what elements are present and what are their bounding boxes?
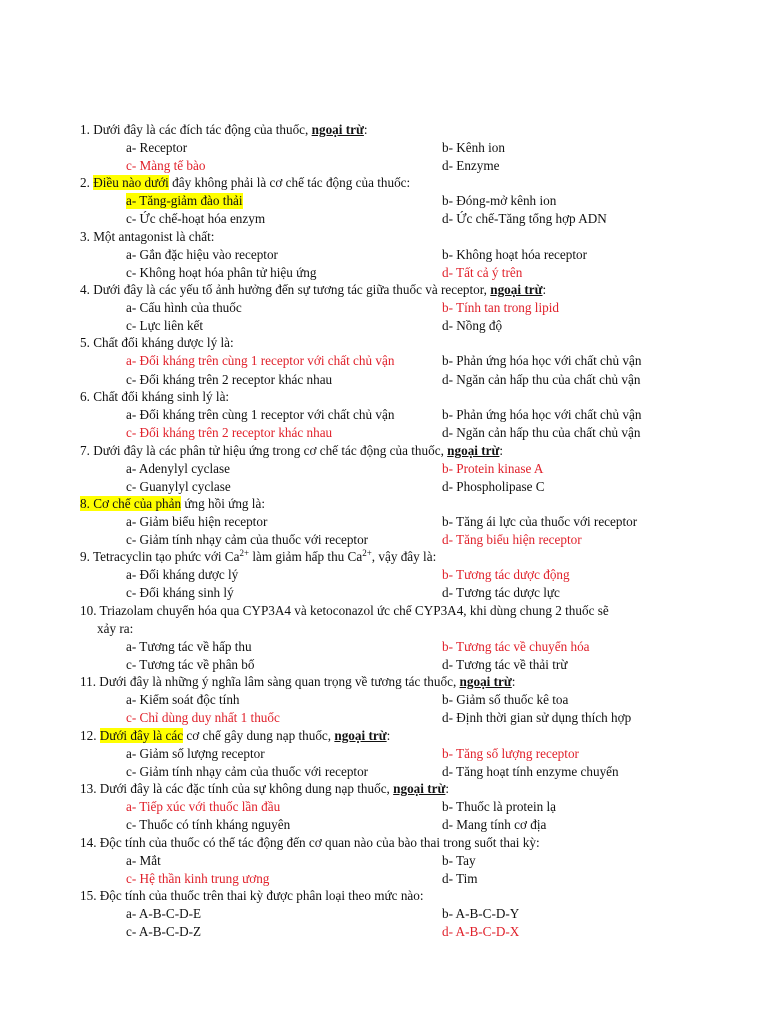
question-14-option-b: b- Tay <box>442 853 476 868</box>
stem-text: Độc tính của thuốc có thể tác động đến cơ quan nào của bào thai trong suốt thai kỳ: <box>99 835 540 850</box>
question-6-stem <box>80 389 229 405</box>
stem-text: Dưới đây là các <box>99 728 184 743</box>
stem-text: Dưới đây là các đặc tính của sự không dung nạp thuốc, <box>99 781 394 796</box>
question-8-option-c: c- Giảm tính nhạy cảm của thuốc với receptor <box>126 532 369 547</box>
question-3-option-a: a- Gắn đặc hiệu vào receptor <box>126 247 278 262</box>
question-6-option-a: a- Đối kháng trên cùng 1 receptor với chất chủ vận <box>126 407 395 422</box>
question-6-option-c: c- Đối kháng trên 2 receptor khác nhau <box>126 425 333 440</box>
question-7-option-d: d- Phospholipase C <box>442 479 545 494</box>
question-13-option-b: b- Thuốc là protein lạ <box>442 799 557 814</box>
question-3-stem <box>80 229 214 245</box>
question-9-option-c: c- Đối kháng sinh lý <box>126 585 234 600</box>
question-1-option-a: a- Receptor <box>126 140 188 155</box>
question-12-option-b: b- Tăng số lượng receptor <box>442 746 579 761</box>
question-7-option-c: c- Guanylyl cyclase <box>126 479 231 494</box>
question-number: 3. <box>80 229 90 244</box>
question-13-stem <box>80 781 449 797</box>
question-15-option-a: a- A-B-C-D-E <box>126 906 202 921</box>
stem-text: Cơ chế của phản <box>93 496 182 511</box>
stem-text: Một antagonist là chất: <box>93 229 215 244</box>
question-8-option-a: a- Giảm biểu hiện receptor <box>126 514 268 529</box>
stem-text: : <box>542 282 547 297</box>
question-14-option-d: d- Tim <box>442 871 478 886</box>
question-2-stem <box>80 175 410 191</box>
question-number: 10. <box>80 603 97 618</box>
question-14-stem <box>80 835 540 851</box>
question-2-option-b: b- Đóng-mở kênh ion <box>442 193 557 208</box>
stem-text: : <box>445 781 450 796</box>
question-9-option-b: b- Tương tác dược động <box>442 567 570 582</box>
stem-text: làm giảm hấp thu Ca <box>249 549 363 564</box>
stem-text: Dưới đây là những ý nghĩa lâm sàng quan trọng về tương tác thuốc, <box>99 674 460 689</box>
question-number: 8. <box>80 496 90 511</box>
question-7-option-a: a- Adenylyl cyclase <box>126 461 230 476</box>
question-number: 11. <box>80 674 96 689</box>
question-14-option-c: c- Hệ thần kinh trung ương <box>126 871 270 886</box>
question-3-option-b: b- Không hoạt hóa receptor <box>442 247 588 262</box>
question-2-option-d: d- Ức chế-Tăng tổng hợp ADN <box>442 211 607 226</box>
question-4-option-b: b- Tính tan trong lipid <box>442 300 559 315</box>
question-number: 9. <box>80 549 90 564</box>
question-12-option-c: c- Giảm tính nhạy cảm của thuốc với receptor <box>126 764 369 779</box>
question-3-option-d: d- Tất cả ý trên <box>442 265 523 280</box>
question-8-stem <box>80 496 265 512</box>
question-11-option-a: a- Kiểm soát độc tính <box>126 692 240 707</box>
question-4-option-c: c- Lực liên kết <box>126 318 204 333</box>
stem-text: , vậy đây là: <box>371 549 437 564</box>
stem-text: Triazolam chuyển hóa qua CYP3A4 và ketoconazol ức chế CYP3A4, khi dùng chung 2 thuốc sẽ <box>99 603 609 618</box>
question-number: 14. <box>80 835 97 850</box>
emphasis-text: ngoại trừ <box>393 781 446 796</box>
question-number: 2. <box>80 175 90 190</box>
question-10-option-a: a- Tương tác về hấp thu <box>126 639 252 654</box>
stem-text: : <box>386 728 391 743</box>
question-number: 6. <box>80 389 90 404</box>
stem-text: Dưới đây là các đích tác động của thuốc, <box>93 122 312 137</box>
question-1-option-b: b- Kênh ion <box>442 140 505 155</box>
stem-text: Chất đối kháng dược lý là: <box>93 335 234 350</box>
question-13-option-c: c- Thuốc có tính kháng nguyên <box>126 817 291 832</box>
question-5-option-a: a- Đối kháng trên cùng 1 receptor với chất chủ vận <box>126 353 395 368</box>
stem-text: Điều nào dưới <box>93 175 169 190</box>
question-number: 4. <box>80 282 90 297</box>
question-11-option-d: d- Định thời gian sử dụng thích hợp <box>442 710 632 725</box>
question-14-option-a: a- Mắt <box>126 853 161 868</box>
question-5-option-c: c- Đối kháng trên 2 receptor khác nhau <box>126 372 333 387</box>
question-5-option-d: d- Ngăn cản hấp thu của chất chủ vận <box>442 372 641 387</box>
stem-text: Tetracyclin tạo phức với Ca <box>92 549 240 564</box>
question-number: 5. <box>80 335 90 350</box>
question-number: 12. <box>80 728 97 743</box>
question-number: 15. <box>80 888 97 903</box>
emphasis-text: ngoại trừ <box>311 122 364 137</box>
question-10-option-c: c- Tương tác về phân bố <box>126 657 255 672</box>
question-12-option-d: d- Tăng hoạt tính enzyme chuyển <box>442 764 619 779</box>
question-11-option-c: c- Chỉ dùng duy nhất 1 thuốc <box>126 710 280 725</box>
question-10-option-d: d- Tương tác về thải trừ <box>442 657 568 672</box>
stem-text: 2+ <box>239 548 250 558</box>
stem-text: cơ chế gây dung nạp thuốc, <box>183 728 335 743</box>
emphasis-text: ngoại trừ <box>447 443 500 458</box>
question-9-stem <box>80 549 436 565</box>
question-4-stem <box>80 282 546 298</box>
question-5-option-b: b- Phản ứng hóa học với chất chủ vận <box>442 353 642 368</box>
question-10-stem-continued: xảy ra: <box>97 621 134 636</box>
question-13-option-d: d- Mang tính cơ địa <box>442 817 547 832</box>
question-15-option-b: b- A-B-C-D-Y <box>442 906 520 921</box>
emphasis-text: ngoại trừ <box>490 282 543 297</box>
stem-text: 2+ <box>362 548 372 558</box>
question-12-stem <box>80 728 390 744</box>
stem-text: Độc tính của thuốc trên thai kỳ được phân loại theo mức nào: <box>99 888 424 903</box>
stem-text: ứng hồi ứng là: <box>181 496 265 511</box>
question-3-option-c: c- Không hoạt hóa phân tử hiệu ứng <box>126 265 317 280</box>
question-4-option-a: a- Cấu hình của thuốc <box>126 300 242 315</box>
question-4-option-d: d- Nồng độ <box>442 318 503 333</box>
question-9-option-a: a- Đối kháng dược lý <box>126 567 239 582</box>
question-10-option-b: b- Tương tác về chuyển hóa <box>442 639 590 654</box>
question-1-stem <box>80 122 368 138</box>
question-15-stem <box>80 888 424 904</box>
stem-text: Dưới đây là các yếu tố ảnh hưởng đến sự tương tác giữa thuốc và receptor, <box>93 282 491 297</box>
question-7-stem <box>80 443 503 459</box>
question-9-option-d: d- Tương tác dược lực <box>442 585 560 600</box>
question-7-option-b: b- Protein kinase A <box>442 461 544 476</box>
stem-text: : <box>363 122 368 137</box>
question-15-option-c: c- A-B-C-D-Z <box>126 924 202 939</box>
emphasis-text: ngoại trừ <box>459 674 512 689</box>
question-6-option-b: b- Phản ứng hóa học với chất chủ vận <box>442 407 642 422</box>
question-1-option-c: c- Màng tế bào <box>126 158 206 173</box>
question-number: 13. <box>80 781 97 796</box>
question-15-option-d: d- A-B-C-D-X <box>442 924 520 939</box>
question-10-stem <box>80 603 609 619</box>
question-8-option-d: d- Tăng biểu hiện receptor <box>442 532 582 547</box>
question-12-option-a: a- Giảm số lượng receptor <box>126 746 265 761</box>
question-2-option-a: a- Tăng-giảm đào thải <box>126 193 243 208</box>
question-8-option-b: b- Tăng ái lực của thuốc với receptor <box>442 514 638 529</box>
question-number: 1. <box>80 122 90 137</box>
question-13-option-a: a- Tiếp xúc với thuốc lần đầu <box>126 799 281 814</box>
stem-text: Chất đối kháng sinh lý là: <box>93 389 230 404</box>
question-1-option-d: d- Enzyme <box>442 158 500 173</box>
question-5-stem <box>80 335 234 351</box>
question-11-stem <box>80 674 515 690</box>
question-2-option-c: c- Ức chế-hoạt hóa enzym <box>126 211 266 226</box>
stem-text: đây không phải là cơ chế tác động của thuốc: <box>168 175 411 190</box>
question-6-option-d: d- Ngăn cản hấp thu của chất chủ vận <box>442 425 641 440</box>
emphasis-text: ngoại trừ <box>334 728 387 743</box>
stem-text: : <box>499 443 504 458</box>
stem-text: : <box>511 674 516 689</box>
question-11-option-b: b- Giảm số thuốc kê toa <box>442 692 569 707</box>
stem-text: Dưới đây là các phân tử hiệu ứng trong cơ chế tác động của thuốc, <box>93 443 448 458</box>
question-number: 7. <box>80 443 90 458</box>
